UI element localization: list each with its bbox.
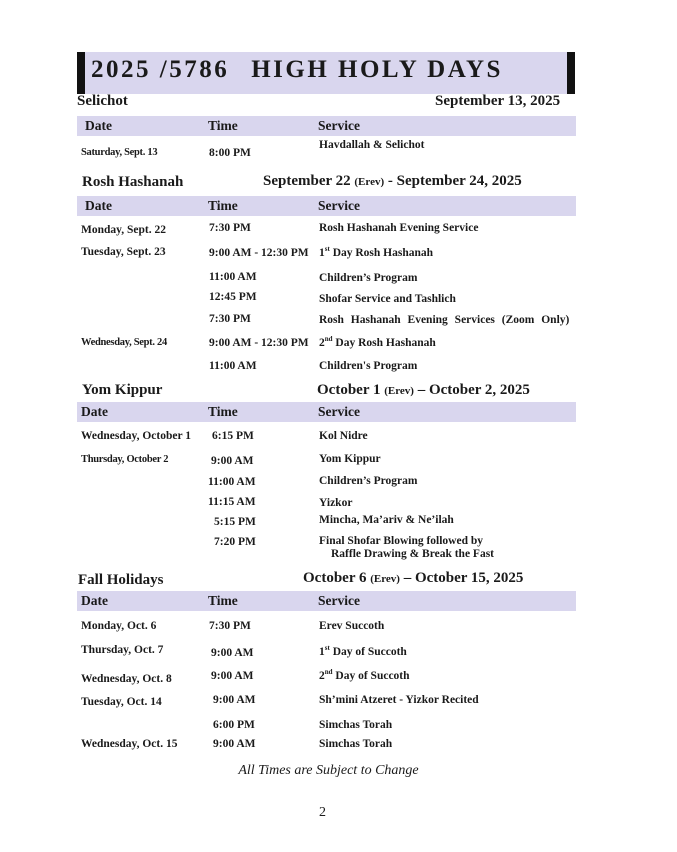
disclaimer-note: All Times are Subject to Change	[238, 763, 419, 778]
row-service-line2: Raffle Drawing & Break the Fast	[331, 548, 494, 560]
row-time: 6:15 PM	[212, 430, 254, 442]
row-time: 5:15 PM	[214, 516, 256, 528]
row-service: 2nd Day Rosh Hashanah	[319, 335, 436, 349]
header-service: Service	[318, 404, 360, 419]
row-time: 6:00 PM	[213, 719, 255, 731]
row-service: Kol Nidre	[319, 430, 368, 442]
row-service: Havdallah & Selichot	[319, 139, 425, 151]
row-time: 9:00 AM	[213, 738, 256, 750]
header-date: Date	[81, 593, 108, 608]
erev-label: (Erev)	[370, 573, 400, 585]
table-header-yom-kippur	[77, 402, 576, 422]
row-service: Shofar Service and Tashlich	[319, 293, 456, 305]
erev-label: (Erev)	[354, 176, 385, 188]
row-service: Yizkor	[319, 497, 353, 509]
row-time: 9:00 AM - 12:30 PM	[209, 247, 309, 259]
row-time: 7:20 PM	[214, 536, 256, 548]
header-date: Date	[85, 118, 112, 133]
row-service: Children's Program	[319, 360, 418, 372]
section-title-selichot: Selichot	[77, 93, 128, 109]
row-time: 9:00 AM	[213, 694, 256, 706]
header-date: Date	[81, 404, 108, 419]
banner-left-bar	[77, 52, 85, 94]
page-number: 2	[319, 805, 326, 820]
header-service: Service	[318, 118, 360, 133]
section-dates-selichot: September 13, 2025	[435, 93, 561, 109]
row-time: 7:30 PM	[209, 620, 251, 632]
row-time: 9:00 AM - 12:30 PM	[209, 337, 309, 349]
row-time: 7:30 PM	[209, 313, 251, 325]
section-title-yom-kippur: Yom Kippur	[82, 382, 163, 398]
row-service: Simchas Torah	[319, 719, 393, 731]
header-date: Date	[85, 198, 112, 213]
row-time: 11:00 AM	[209, 360, 257, 372]
row-service: 1st Day Rosh Hashanah	[319, 245, 434, 259]
table-header-rosh-hashanah	[77, 196, 576, 216]
row-service: Yom Kippur	[319, 453, 381, 465]
row-date: Saturday, Sept. 13	[81, 147, 158, 158]
section-dates-rosh-hashanah: September 22 (Erev) - September 24, 2025	[263, 173, 522, 189]
header-time: Time	[208, 593, 238, 608]
row-service: Children’s Program	[319, 475, 418, 487]
page-title	[91, 56, 561, 84]
row-date: Thursday, Oct. 7	[81, 644, 164, 656]
row-date: Wednesday, Sept. 24	[81, 337, 167, 348]
row-date: Thursday, October 2	[81, 454, 169, 465]
section-dates-fall-holidays: October 6 (Erev) – October 15, 2025	[303, 570, 524, 586]
row-service: Final Shofar Blowing followed by	[319, 535, 484, 547]
row-service: Simchas Torah	[319, 738, 393, 750]
header-service: Service	[318, 593, 360, 608]
header-time: Time	[208, 118, 238, 133]
row-date: Wednesday, October 1	[81, 430, 192, 442]
title-banner	[77, 52, 575, 94]
row-date: Wednesday, Oct. 15	[81, 738, 178, 750]
year-label: 2025 /5786	[91, 56, 230, 83]
row-time: 11:00 AM	[209, 271, 257, 283]
row-time: 7:30 PM	[209, 222, 251, 234]
row-date: Wednesday, Oct. 8	[81, 673, 172, 685]
section-dates-yom-kippur: October 1 (Erev) – October 2, 2025	[317, 382, 530, 398]
row-date: Tuesday, Sept. 23	[81, 246, 166, 258]
section-title-fall-holidays: Fall Holidays	[78, 572, 164, 588]
row-time: 12:45 PM	[209, 291, 257, 303]
row-time: 9:00 AM	[211, 455, 254, 467]
row-service: 1st Day of Succoth	[319, 644, 407, 658]
row-service: Sh’mini Atzeret - Yizkor Recited	[319, 694, 479, 706]
erev-label: (Erev)	[384, 385, 414, 397]
header-service: Service	[318, 198, 360, 213]
header-time: Time	[208, 404, 238, 419]
banner-right-bar	[567, 52, 575, 94]
title-label: HIGH HOLY DAYS	[251, 56, 503, 83]
row-time: 9:00 AM	[211, 670, 254, 682]
row-time: 8:00 PM	[209, 147, 251, 159]
row-time: 11:00 AM	[208, 476, 256, 488]
row-service: Children’s Program	[319, 272, 418, 284]
row-date: Monday, Sept. 22	[81, 224, 166, 236]
table-header-fall-holidays	[77, 591, 576, 611]
section-title-rosh-hashanah: Rosh Hashanah	[82, 174, 184, 190]
row-service: Rosh Hashanah Evening Service	[319, 222, 479, 234]
row-time: 9:00 AM	[211, 647, 254, 659]
row-time: 11:15 AM	[208, 496, 256, 508]
row-date: Tuesday, Oct. 14	[81, 696, 162, 708]
header-time: Time	[208, 198, 238, 213]
row-date: Monday, Oct. 6	[81, 620, 157, 632]
row-service: 2nd Day of Succoth	[319, 668, 410, 682]
row-service: Erev Succoth	[319, 620, 385, 632]
row-service: Mincha, Ma’ariv & Ne’ilah	[319, 514, 454, 526]
table-header-selichot	[77, 116, 576, 136]
row-service: Rosh Hashanah Evening Services (Zoom Only)	[319, 314, 570, 326]
